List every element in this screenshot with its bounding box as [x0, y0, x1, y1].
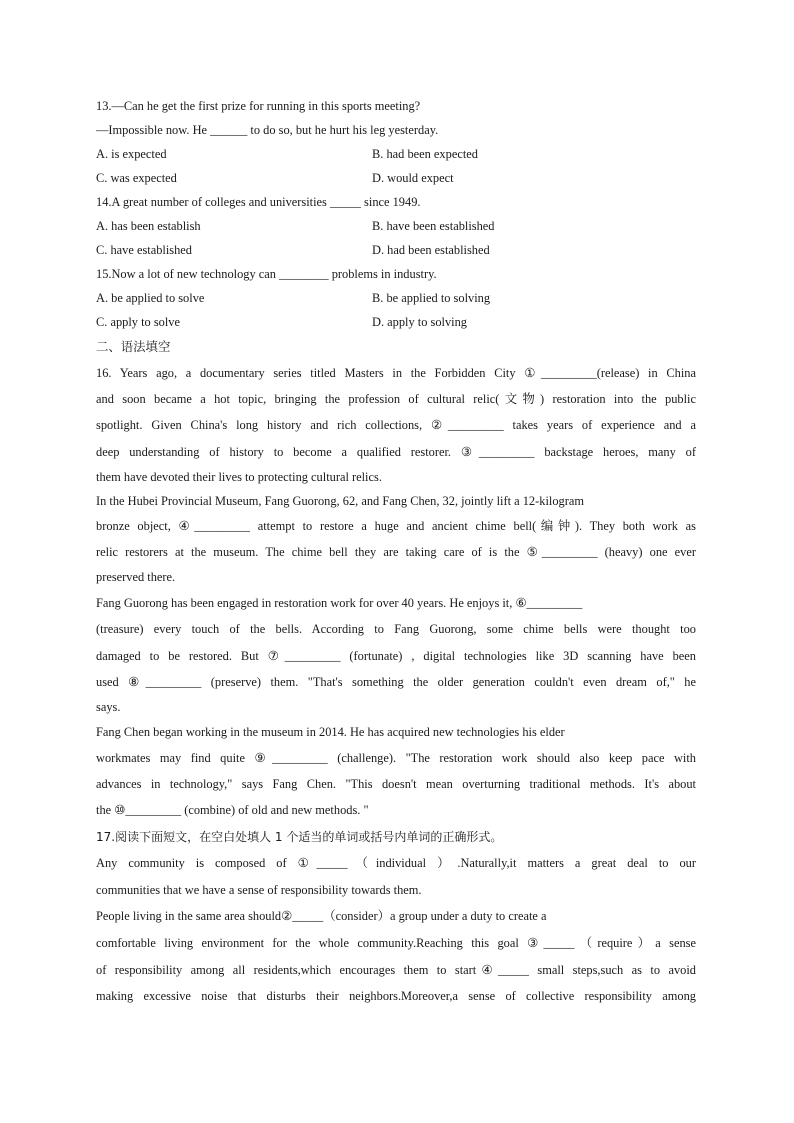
passage-line: bronze object, ④_________ attempt to restore a huge and ancient chime bell(编钟). They both work as — [96, 518, 696, 533]
section-title: 二、语法填空 — [96, 339, 171, 354]
passage-line: (treasure) every touch of the bells. According to Fang Guorong, some chime bells were thought too — [96, 622, 696, 637]
passage-line: communities that we have a sense of responsibility towards them. — [96, 882, 422, 897]
passage-line: spotlight. Given China's long history and rich collections, ②_________ takes years of experience and a — [96, 418, 696, 433]
option-a[interactable]: A. is expected — [96, 147, 167, 161]
exam-page — [96, 94, 696, 1010]
option-a[interactable]: A. be applied to solve — [96, 291, 205, 305]
passage-line: People living in the same area should②_____（consider）a group under a duty to create a — [96, 909, 547, 924]
option-b[interactable]: B. have been established — [372, 219, 495, 233]
question-15 — [96, 262, 696, 334]
question-16-passage — [96, 360, 696, 824]
passage-line: 16. Years ago, a documentary series titled Masters in the Forbidden City ①_________(release) in China — [96, 366, 696, 380]
option-d[interactable]: D. had been established — [372, 243, 490, 257]
option-a[interactable]: A. has been establish — [96, 219, 201, 233]
passage-line: In the Hubei Provincial Museum, Fang Guorong, 62, and Fang Chen, 32, jointly lift a 12-kilogram — [96, 493, 584, 508]
option-c[interactable]: C. apply to solve — [96, 315, 180, 329]
passage-line: says. — [96, 699, 121, 714]
passage-line: making excessive noise that disturbs their neighbors.Moreover,a sense of collective responsibility among — [96, 989, 696, 1004]
passage-line: Fang Chen began working in the museum in 2014. He has acquired new technologies his elder — [96, 724, 565, 739]
options-row — [96, 142, 696, 166]
passage-line: and soon became a hot topic, bringing the profession of cultural relic(文物) restoration into the public — [96, 392, 696, 407]
option-c[interactable]: C. have established — [96, 243, 193, 257]
question-stem: 13.—Can he get the first prize for running in this sports meeting? — [96, 99, 421, 113]
options-row — [96, 238, 696, 262]
option-b[interactable]: B. had been expected — [372, 147, 478, 161]
passage-line: Any community is composed of ①_____（individual ）.Naturally,it matters a great deal to our — [96, 856, 696, 871]
question-17 — [96, 824, 696, 1010]
question-stem: —Impossible now. He ______ to do so, but he hurt his leg yesterday. — [96, 123, 439, 137]
passage-line: advances in technology," says Fang Chen. "This doesn't mean overturning traditional methods. It's about — [96, 777, 696, 792]
passage-line: Fang Guorong has been engaged in restoration work for over 40 years. He enjoys it, ⑥_________ — [96, 596, 583, 611]
passage-line: damaged to be restored. But ⑦_________ (fortunate) , digital technologies like 3D scanning have been — [96, 648, 696, 663]
option-c[interactable]: C. was expected — [96, 171, 177, 185]
passage-line: them have devoted their lives to protecting cultural relics. — [96, 469, 382, 484]
passage-line: comfortable living environment for the whole community.Reaching this goal ③_____（require）a sense — [96, 936, 696, 950]
passage-line: workmates may find quite ⑨_________ (challenge). "The restoration work should also keep pace with — [96, 751, 696, 766]
question-instruction: 17.阅读下面短文，在空白处填人 1 个适当的单词或括号内单词的正确形式。 — [96, 829, 503, 844]
question-13 — [96, 94, 696, 190]
question-14 — [96, 190, 696, 262]
option-d[interactable]: D. would expect — [372, 171, 454, 185]
options-row — [96, 166, 696, 190]
options-row — [96, 286, 696, 310]
options-row — [96, 214, 696, 238]
passage-line: relic restorers at the museum. The chime bell they are taking care of is the ⑤_________ (heavy) one ever — [96, 544, 696, 559]
passage-line: the ⑩_________ (combine) of old and new methods. " — [96, 803, 369, 818]
option-b[interactable]: B. be applied to solving — [372, 291, 491, 305]
options-row — [96, 310, 696, 334]
passage-line: used ⑧_________ (preserve) them. "That's something the older generation couldn't even dream of," he — [96, 674, 696, 689]
question-stem: 14.A great number of colleges and universities _____ since 1949. — [96, 195, 421, 209]
question-stem: 15.Now a lot of new technology can ________ problems in industry. — [96, 267, 437, 281]
passage-line: preserved there. — [96, 570, 176, 585]
passage-line: of responsibility among all residents,which encourages them to start④_____ small steps,such as to avoid — [96, 962, 696, 977]
option-d[interactable]: D. apply to solving — [372, 315, 467, 329]
passage-line: deep understanding of history to become a qualified restorer. ③_________ backstage heroes, many of — [96, 444, 696, 459]
